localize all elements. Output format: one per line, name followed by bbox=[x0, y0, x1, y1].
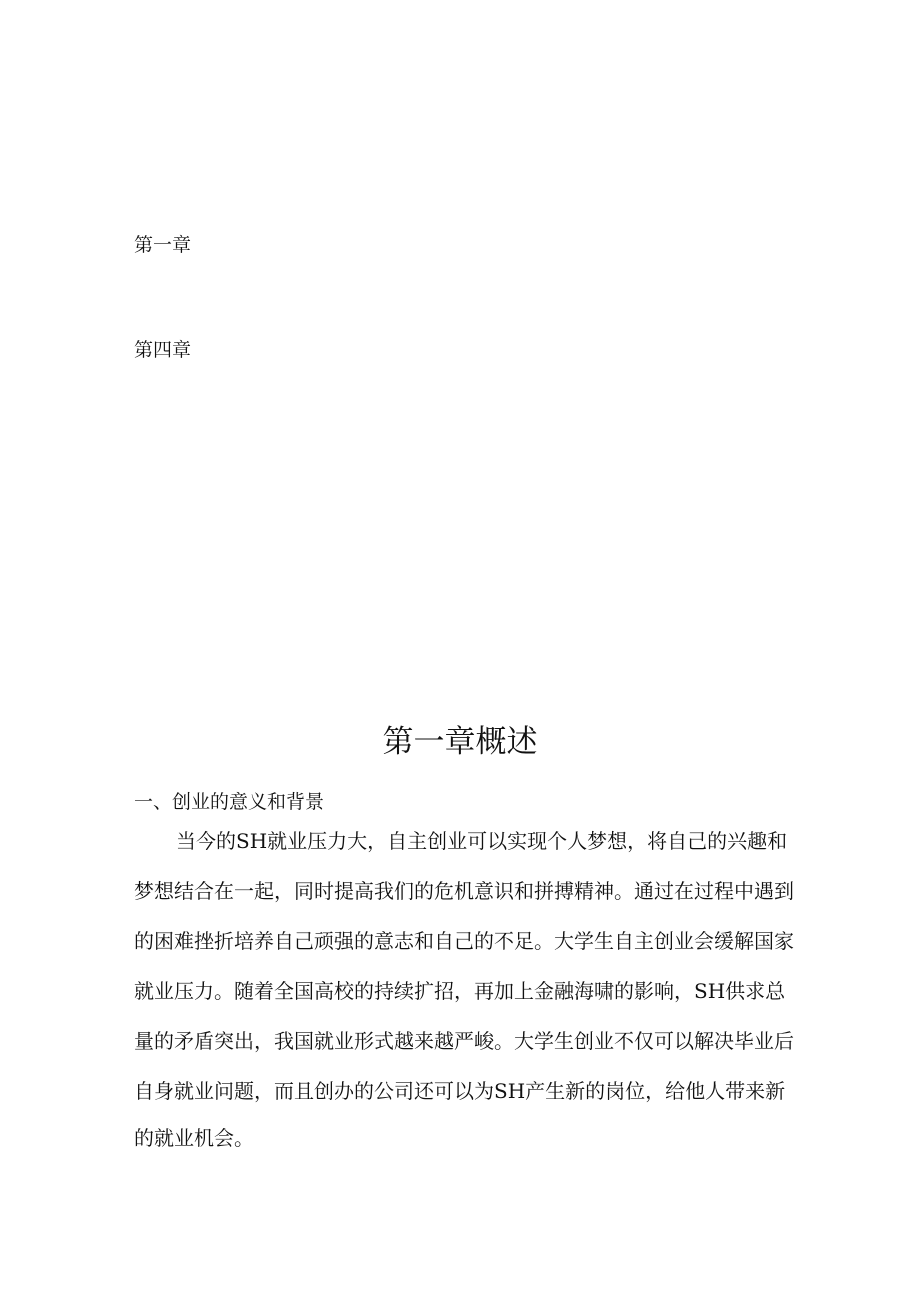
paragraph-line: 就业压力。随着全国高校的持续扩招，再加上金融海啸的影响，SH供求总 bbox=[134, 979, 786, 1003]
paragraph-line: 量的矛盾突出，我国就业形式越来越严峻。大学生创业不仅可以解决毕业后 bbox=[134, 1029, 794, 1053]
section-heading: 一、创业的意义和背景 bbox=[134, 791, 325, 813]
toc-entry-chapter-1: 第一章 bbox=[134, 234, 192, 256]
paragraph-line: 的困难挫折培养自己顽强的意志和自己的不足。大学生自主创业会缓解国家 bbox=[134, 929, 794, 953]
chapter-title: 第一章概述 bbox=[382, 724, 538, 760]
paragraph-line: 当今的SH就业压力大，自主创业可以实现个人梦想，将自己的兴趣和 bbox=[176, 829, 788, 853]
paragraph-line: 自身就业问题，而且创办的公司还可以为SH产生新的岗位，给他人带来新 bbox=[134, 1079, 786, 1103]
paragraph-line: 梦想结合在一起，同时提高我们的危机意识和拼搏精神。通过在过程中遇到 bbox=[134, 879, 794, 903]
paragraph-line: 的就业机会。 bbox=[134, 1126, 254, 1150]
toc-entry-chapter-4: 第四章 bbox=[134, 339, 192, 361]
